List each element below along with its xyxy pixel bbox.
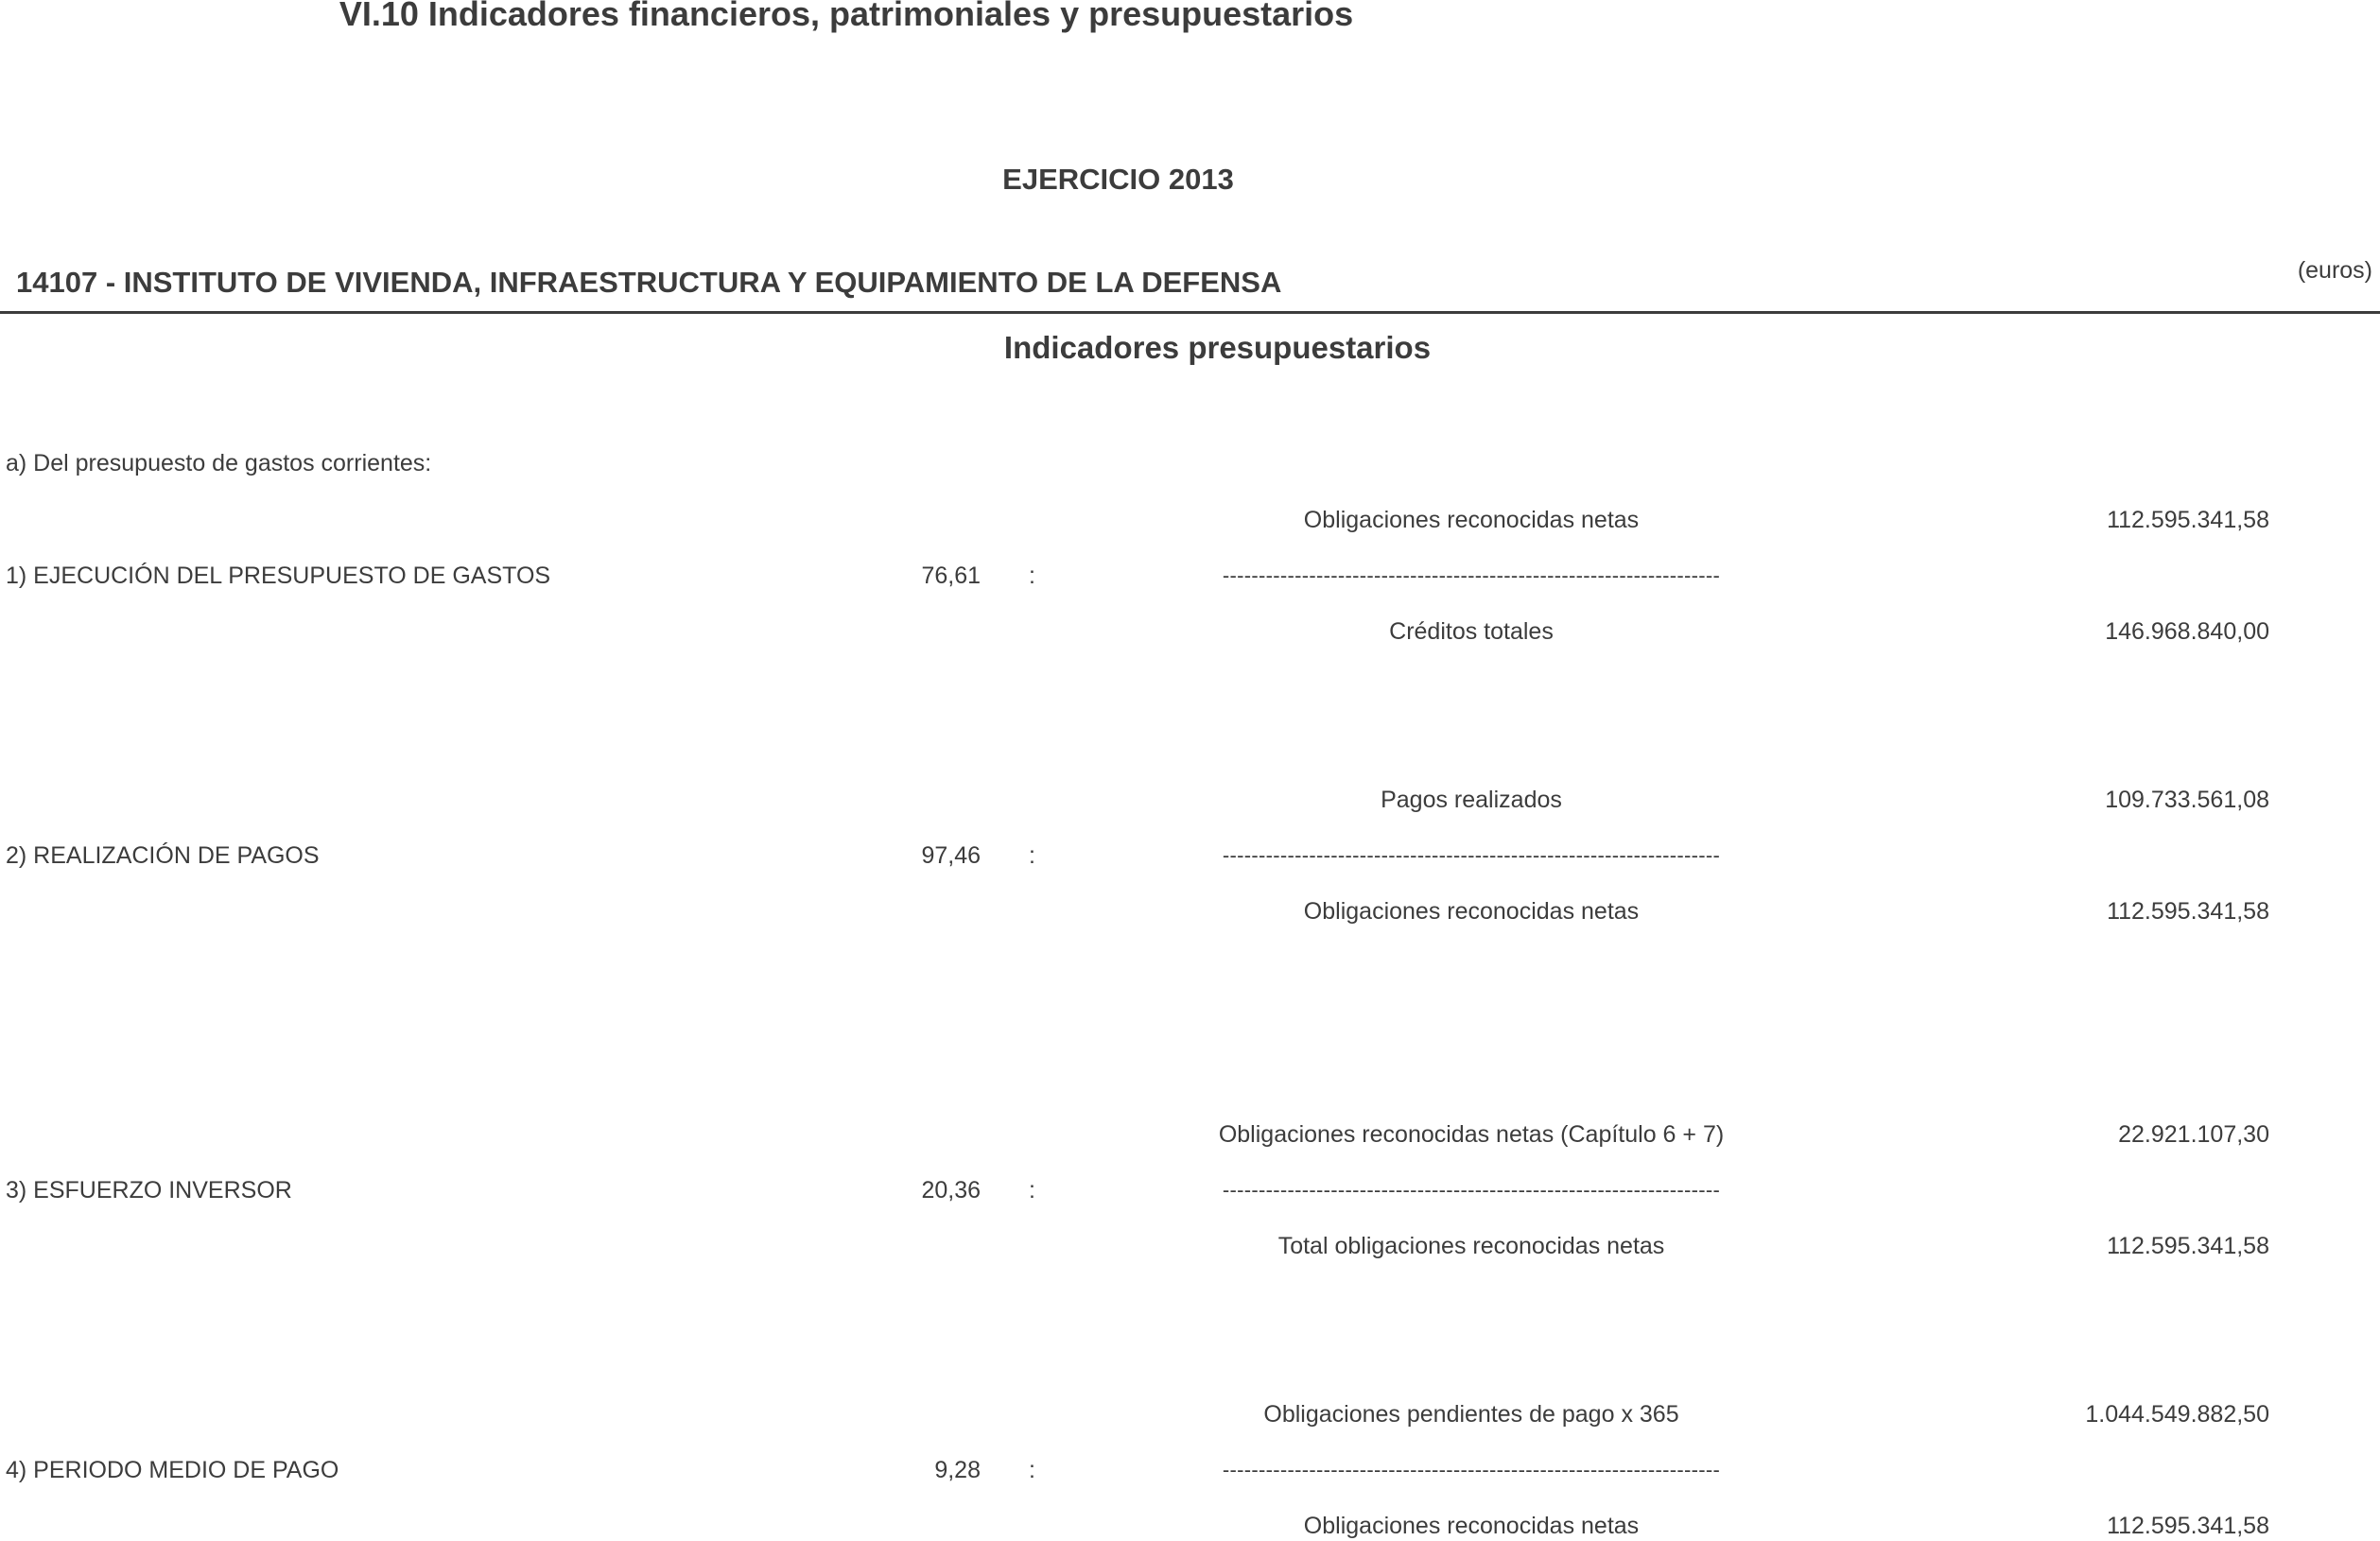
indicator-value: 97,46 [921, 842, 981, 869]
numerator-amount: 109.733.561,08 [2105, 787, 2269, 813]
fiscal-year: EJERCICIO 2013 [1002, 163, 1234, 196]
section-subtitle: a) Del presupuesto de gastos corrientes: [6, 450, 432, 476]
denominator-amount: 112.595.341,58 [2107, 1233, 2269, 1259]
indicator-separator: : [1029, 842, 1035, 869]
numerator-label: Obligaciones reconocidas netas (Capítulo 6 + 7) [1218, 1121, 1725, 1148]
numerator-label: Obligaciones reconocidas netas [1303, 507, 1640, 533]
indicator-separator: : [1029, 1177, 1035, 1203]
indicator-label: 1) EJECUCIÓN DEL PRESUPUESTO DE GASTOS [6, 563, 551, 589]
fraction-line: --------------------------------------------------------------------- [1222, 563, 1721, 587]
indicator-label: 3) ESFUERZO INVERSOR [6, 1177, 292, 1203]
indicator-value: 20,36 [921, 1177, 981, 1203]
denominator-label: Total obligaciones reconocidas netas [1277, 1233, 1665, 1259]
numerator-label: Pagos realizados [1381, 787, 1562, 813]
header-divider [0, 311, 2380, 314]
indicator-value: 9,28 [934, 1457, 981, 1483]
denominator-amount: 112.595.341,58 [2107, 1513, 2269, 1539]
denominator-label: Créditos totales [1389, 618, 1554, 645]
denominator-label: Obligaciones reconocidas netas [1303, 1513, 1640, 1539]
page-title: VI.10 Indicadores financieros, patrimoniales y presupuestarios [339, 0, 1354, 33]
fraction-line: --------------------------------------------------------------------- [1222, 1458, 1721, 1481]
denominator-amount: 146.968.840,00 [2105, 618, 2269, 645]
indicator-value: 76,61 [921, 563, 981, 589]
numerator-amount: 1.044.549.882,50 [2085, 1401, 2269, 1428]
section-title: Indicadores presupuestarios [1003, 330, 1432, 365]
denominator-label: Obligaciones reconocidas netas [1303, 898, 1640, 925]
indicator-separator: : [1029, 563, 1035, 589]
indicator-separator: : [1029, 1457, 1035, 1483]
numerator-label: Obligaciones pendientes de pago x 365 [1263, 1401, 1679, 1428]
currency-unit: (euros) [2297, 257, 2372, 284]
fraction-line: --------------------------------------------------------------------- [1222, 843, 1721, 867]
denominator-amount: 112.595.341,58 [2107, 898, 2269, 925]
numerator-amount: 22.921.107,30 [2118, 1121, 2269, 1148]
indicator-label: 2) REALIZACIÓN DE PAGOS [6, 842, 320, 869]
indicator-label: 4) PERIODO MEDIO DE PAGO [6, 1457, 339, 1483]
numerator-amount: 112.595.341,58 [2107, 507, 2269, 533]
entity-name: 14107 - INSTITUTO DE VIVIENDA, INFRAESTRUCTURA Y EQUIPAMIENTO DE LA DEFENSA [16, 266, 1282, 299]
fraction-line: --------------------------------------------------------------------- [1222, 1178, 1721, 1202]
